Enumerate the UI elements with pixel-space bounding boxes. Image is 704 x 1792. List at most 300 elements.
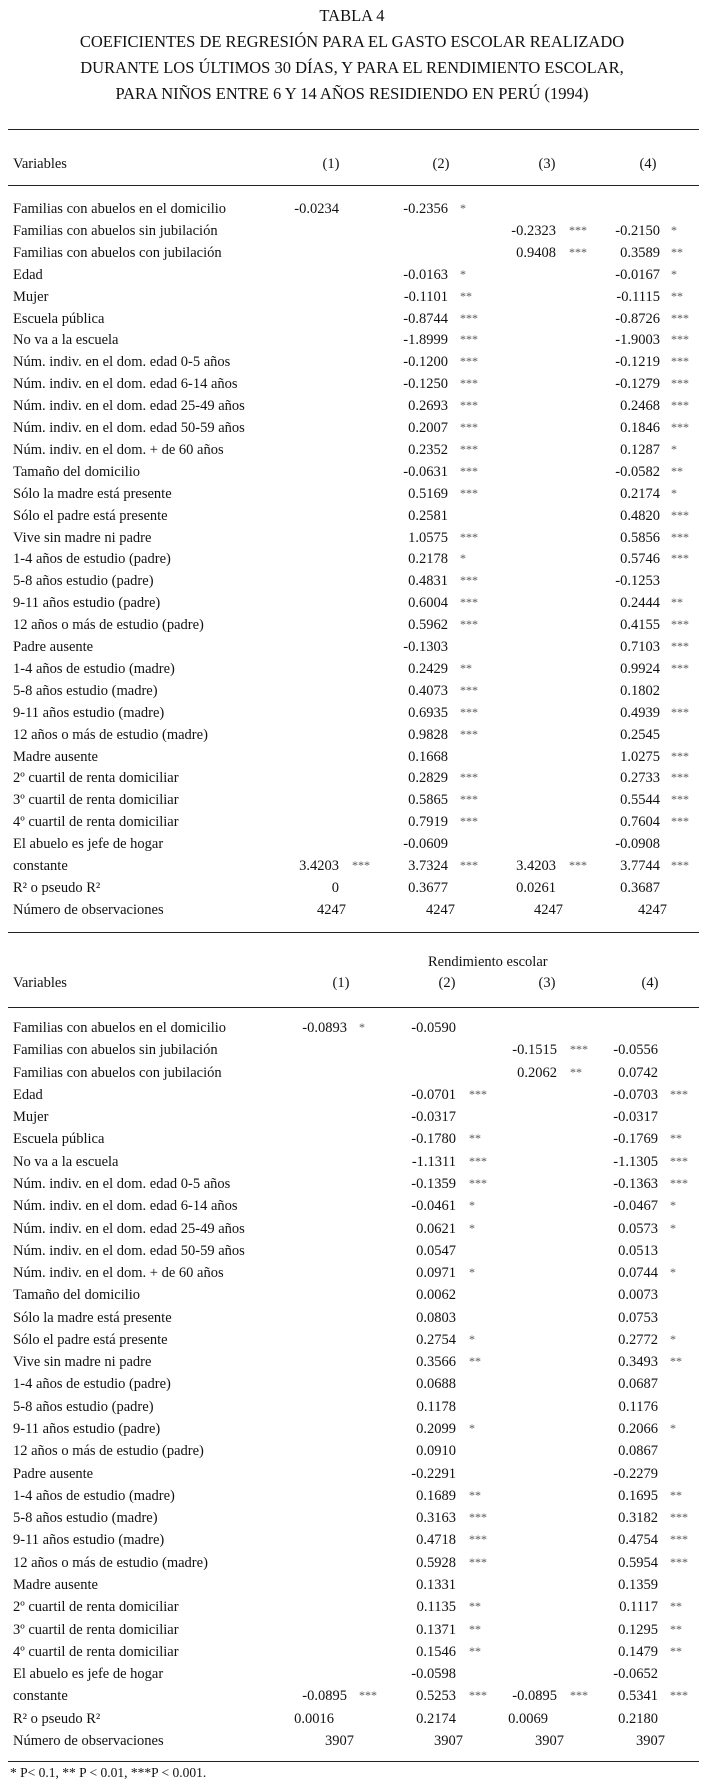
coefficient-value: -0.1200 [403, 354, 448, 371]
significance-stars: * [670, 1220, 676, 1235]
significance-stars: *** [670, 1554, 688, 1569]
column-header: (3) [538, 156, 556, 172]
coefficient-value: 0.0573 [618, 1220, 658, 1237]
coefficient-value: 0.0513 [618, 1242, 658, 1259]
significance-stars: *** [460, 573, 478, 588]
significance-stars: *** [569, 858, 587, 872]
coefficient-value: -0.0652 [613, 1666, 658, 1683]
coefficient-value: 0.0803 [416, 1309, 456, 1326]
coefficient-value: -0.0461 [411, 1198, 456, 1215]
coefficient-value: 0.2772 [618, 1331, 658, 1348]
coefficient-value: -0.0467 [613, 1198, 658, 1215]
coefficient-value: 0.5746 [620, 551, 660, 568]
coefficient-value: -1.8999 [403, 332, 448, 349]
coefficient-value: -0.1101 [403, 288, 448, 305]
significance-stars: * [671, 222, 677, 237]
coefficient-value: -0.1769 [613, 1131, 658, 1148]
column-header: (4) [639, 156, 657, 172]
row-label: 5-8 años estudio (padre) [13, 573, 154, 590]
row-label: 2º cuartil de renta domiciliar [13, 1599, 179, 1616]
row-label: Madre ausente [13, 1577, 98, 1593]
significance-stars: *** [460, 420, 478, 434]
coefficient-value: -0.0167 [615, 266, 660, 283]
significance-stars: *** [671, 792, 689, 807]
coefficient-value: 0.2174 [416, 1710, 456, 1727]
significance-stars: ** [670, 1487, 682, 1502]
coefficient-value: -0.1115 [616, 288, 660, 305]
row-label: Número de observaciones [13, 901, 164, 918]
coefficient-value: 0.1176 [618, 1398, 658, 1415]
coefficient-value: 0.0742 [618, 1064, 658, 1081]
coefficient-value: 0.5341 [618, 1688, 658, 1705]
row-label: 1-4 años de estudio (padre) [13, 1376, 171, 1393]
row-label: Padre ausente [13, 639, 94, 655]
coefficient-value: 4247 [426, 901, 455, 918]
coefficient-value: -0.1515 [512, 1042, 557, 1059]
significance-stars: *** [671, 770, 689, 785]
row-label: Familias con abuelos con jubilación [13, 244, 222, 261]
significance-stars: *** [460, 814, 478, 829]
significance-stars: ** [670, 1599, 682, 1614]
coefficient-value: 3.7324 [408, 858, 448, 874]
significance-stars: *** [671, 376, 689, 391]
coefficient-value: 0.4831 [408, 573, 448, 590]
significance-stars: * [359, 1020, 365, 1034]
coefficient-value: 0.2007 [408, 420, 448, 436]
coefficient-value: -0.0893 [302, 1020, 347, 1036]
significance-stars: *** [460, 463, 478, 478]
coefficient-value: 0.1846 [620, 420, 660, 436]
row-label: 9-11 años estudio (padre) [13, 595, 161, 612]
row-label: 1-4 años de estudio (madre) [13, 1487, 175, 1504]
bottom-rule [8, 1761, 699, 1762]
top-rule [8, 129, 699, 130]
significance-stars: *** [671, 660, 689, 675]
significance-stars: ** [671, 288, 683, 303]
coefficient-value: 0.1479 [618, 1643, 658, 1660]
significance-stars: ** [460, 288, 472, 303]
coefficient-value: 0.2444 [620, 595, 660, 612]
coefficient-value: -0.2323 [511, 222, 556, 239]
significance-stars: ** [671, 463, 683, 478]
row-label: El abuelo es jefe de hogar [13, 836, 164, 853]
row-label: 3º cuartil de renta domiciliar [13, 792, 179, 809]
significance-stars: *** [671, 617, 689, 632]
coefficient-value: 0.5962 [408, 617, 448, 634]
significance-stars: *** [460, 858, 478, 872]
significance-stars: *** [460, 529, 478, 544]
row-label: 12 años o más de estudio (madre) [13, 1554, 208, 1571]
row-label: Núm. indiv. en el dom. + de 60 años [13, 1265, 224, 1282]
significance-stars: *** [460, 595, 478, 610]
significance-stars: ** [670, 1621, 682, 1636]
coefficient-value: 0.2429 [408, 660, 448, 677]
coefficient-value: 3907 [434, 1732, 463, 1749]
column-header: (2) [438, 975, 456, 991]
significance-stars: * [469, 1220, 475, 1235]
coefficient-value: -1.1311 [411, 1153, 456, 1170]
coefficient-value: 0.0688 [416, 1376, 456, 1393]
coefficient-value: 3.4203 [299, 858, 339, 874]
coefficient-value: 0.2066 [618, 1421, 658, 1438]
coefficient-value: -0.0701 [411, 1086, 456, 1103]
coefficient-value: 0.4820 [620, 507, 660, 524]
row-label: Familias con abuelos sin jubilación [13, 222, 218, 239]
row-label: Núm. indiv. en el dom. edad 6-14 años [13, 1198, 238, 1215]
title-line: DURANTE LOS ÚLTIMOS 30 DÍAS, Y PARA EL RENDIMIENTO ESCOLAR, [80, 58, 624, 77]
significance-stars: *** [460, 792, 478, 807]
row-label: Padre ausente [13, 1465, 94, 1482]
significance-stars: *** [569, 244, 587, 259]
coefficient-value: 0.7919 [408, 814, 448, 831]
row-label: Núm. indiv. en el dom. edad 50-59 años [13, 420, 245, 436]
row-label: Núm. indiv. en el dom. edad 50-59 años [13, 1242, 245, 1259]
title-line: PARA NIÑOS ENTRE 6 Y 14 AÑOS RESIDIENDO EN PERÚ (1994) [115, 84, 589, 103]
significance-stars: *** [671, 354, 689, 369]
coefficient-value: -0.0556 [613, 1042, 658, 1059]
significance-stars: *** [460, 332, 478, 347]
coefficient-value: 0.5169 [408, 485, 448, 502]
coefficient-value: -0.2279 [613, 1465, 658, 1482]
significance-stars: *** [671, 858, 689, 872]
row-label: Sólo la madre está presente [13, 485, 172, 502]
variables-header: Variables [13, 975, 67, 991]
row-label: Mujer [13, 288, 49, 305]
section-rule [8, 932, 699, 933]
significance-stars: * [469, 1198, 475, 1213]
row-label: Núm. indiv. en el dom. + de 60 años [13, 441, 224, 458]
coefficient-value: 0.4754 [618, 1532, 658, 1549]
row-label: 12 años o más de estudio (padre) [13, 1443, 204, 1460]
coefficient-value: 0.0073 [618, 1287, 658, 1304]
coefficient-value: 1.0575 [408, 529, 448, 546]
row-label: 3º cuartil de renta domiciliar [13, 1621, 179, 1638]
significance-stars: * [670, 1421, 676, 1436]
row-label: Número de observaciones [13, 1732, 164, 1749]
variables-header: Variables [13, 156, 67, 172]
coefficient-value: 0.2062 [517, 1064, 557, 1081]
significance-stars: * [469, 1265, 475, 1280]
row-label: Vive sin madre ni padre [13, 529, 152, 546]
coefficient-value: 0.1331 [416, 1577, 456, 1593]
significance-stars: *** [460, 376, 478, 391]
significance-stars: * [671, 266, 677, 281]
significance-stars: *** [671, 814, 689, 829]
coefficient-value: 0.5253 [416, 1688, 456, 1705]
coefficient-value: -0.0234 [294, 201, 339, 217]
significance-stars: ** [469, 1354, 481, 1369]
coefficient-value: -0.0895 [302, 1688, 347, 1705]
coefficient-value: 0.1802 [620, 682, 660, 699]
coefficient-value: 0.3677 [408, 879, 448, 896]
row-label: Familias con abuelos con jubilación [13, 1064, 222, 1081]
coefficient-value: 0.2754 [416, 1331, 456, 1348]
coefficient-value: 0.2829 [408, 770, 448, 787]
coefficient-value: 0.2468 [620, 398, 660, 415]
coefficient-value: 0.2733 [620, 770, 660, 787]
row-label: 1-4 años de estudio (madre) [13, 660, 175, 677]
row-label: Tamaño del domicilio [13, 463, 141, 480]
coefficient-value: -0.1219 [615, 354, 660, 371]
column-header: (1) [322, 156, 340, 172]
header-rule [8, 185, 699, 186]
significance-stars: ** [469, 1621, 481, 1636]
row-label: 9-11 años estudio (madre) [13, 704, 165, 721]
row-label: No va a la escuela [13, 332, 119, 349]
significance-stars: * [469, 1421, 475, 1436]
row-label: Sólo el padre está presente [13, 1331, 168, 1348]
significance-stars: ** [469, 1599, 481, 1614]
coefficient-value: 0.9408 [516, 244, 556, 261]
significance-stars: *** [469, 1510, 487, 1525]
row-label: 9-11 años estudio (padre) [13, 1421, 161, 1438]
row-label: Núm. indiv. en el dom. edad 0-5 años [13, 354, 231, 371]
row-label: 12 años o más de estudio (padre) [13, 617, 204, 634]
coefficient-value: 0.2099 [416, 1421, 456, 1438]
row-label: Edad [13, 1086, 43, 1103]
row-label: 5-8 años estudio (madre) [13, 1510, 158, 1527]
coefficient-value: 0.0753 [618, 1309, 658, 1326]
coefficient-value: 0.2178 [408, 551, 448, 568]
significance-stars: ** [671, 244, 683, 259]
coefficient-value: -0.0895 [512, 1688, 557, 1705]
significance-stars: *** [671, 704, 689, 719]
coefficient-value: 0.3182 [618, 1510, 658, 1527]
significance-stars: *** [570, 1688, 588, 1703]
coefficient-value: 0.5954 [618, 1554, 658, 1571]
significance-stars: *** [469, 1153, 487, 1168]
coefficient-value: -0.0703 [613, 1086, 658, 1103]
coefficient-value: -0.8744 [403, 310, 448, 327]
coefficient-value: -1.9003 [615, 332, 660, 349]
coefficient-value: 0.0687 [618, 1376, 658, 1393]
coefficient-value: 0.0261 [516, 879, 556, 896]
significance-stars: * [671, 441, 677, 456]
header-rule [8, 1007, 699, 1008]
coefficient-value: 0.3493 [618, 1354, 658, 1371]
column-header: (2) [432, 156, 450, 172]
coefficient-value: 0.1689 [416, 1487, 456, 1504]
significance-stars: *** [469, 1175, 487, 1190]
significance-stars: *** [460, 770, 478, 785]
coefficient-value: -0.0163 [403, 266, 448, 283]
significance-stars: *** [460, 485, 478, 500]
coefficient-value: -0.1303 [403, 639, 448, 655]
row-label: Tamaño del domicilio [13, 1287, 141, 1304]
significance-stars: *** [352, 858, 370, 872]
significance-stars: ** [469, 1487, 481, 1502]
coefficient-value: 3.7744 [620, 858, 660, 874]
significance-stars: *** [671, 529, 689, 544]
coefficient-value: 3.4203 [516, 858, 556, 874]
coefficient-value: 0.2693 [408, 398, 448, 415]
coefficient-value: 0.2180 [618, 1710, 658, 1727]
coefficient-value: -0.0631 [403, 463, 448, 480]
significance-stars: *** [671, 398, 689, 413]
coefficient-value: 0.1359 [618, 1577, 658, 1593]
significance-stars: *** [670, 1153, 688, 1168]
coefficient-value: 0.0910 [416, 1443, 456, 1460]
row-label: Escuela pública [13, 1131, 105, 1148]
significance-stars: * [460, 266, 466, 281]
column-header: (1) [332, 975, 350, 991]
significance-stars: * [671, 485, 677, 500]
row-label: Madre ausente [13, 748, 98, 765]
row-label: El abuelo es jefe de hogar [13, 1666, 164, 1683]
significance-stars: ** [671, 595, 683, 610]
significance-stars: ** [469, 1643, 481, 1658]
row-label: 4º cuartil de renta domiciliar [13, 1643, 179, 1660]
coefficient-value: 0.3163 [416, 1510, 456, 1527]
significance-stars: *** [670, 1510, 688, 1525]
coefficient-value: -0.0908 [615, 836, 660, 853]
row-label: 5-8 años estudio (padre) [13, 1398, 154, 1415]
coefficient-value: 0.1371 [416, 1621, 456, 1638]
row-label: Vive sin madre ni padre [13, 1354, 152, 1371]
coefficient-value: 0.5865 [408, 792, 448, 809]
significance-stars: ** [670, 1643, 682, 1658]
coefficient-value: 0.0016 [294, 1710, 334, 1727]
coefficient-value: 0.1695 [618, 1487, 658, 1504]
row-label: constante [13, 1688, 68, 1705]
significance-stars: * [670, 1265, 676, 1280]
title-line: COEFICIENTES DE REGRESIÓN PARA EL GASTO ESCOLAR REALIZADO [79, 32, 625, 51]
coefficient-value: -0.1363 [613, 1175, 658, 1192]
coefficient-value: 0.2174 [620, 485, 660, 502]
row-label: 5-8 años estudio (madre) [13, 682, 158, 699]
row-label: Núm. indiv. en el dom. edad 25-49 años [13, 1220, 245, 1237]
row-label: Núm. indiv. en el dom. edad 25-49 años [13, 398, 245, 415]
coefficient-value: 0.3566 [416, 1354, 456, 1371]
row-label: Familias con abuelos en el domicilio [13, 201, 227, 217]
coefficient-value: 4247 [317, 901, 346, 918]
significance-stars: *** [460, 310, 478, 325]
table-title [0, 3, 704, 107]
coefficient-value: 0.1295 [618, 1621, 658, 1638]
coefficient-value: 3907 [636, 1732, 665, 1749]
coefficient-value: 4247 [638, 901, 667, 918]
coefficient-value: 0.4939 [620, 704, 660, 721]
significance-stars: *** [460, 726, 478, 741]
row-label: Núm. indiv. en el dom. edad 0-5 años [13, 1175, 231, 1192]
coefficient-value: -0.0582 [615, 463, 660, 480]
row-label: Familias con abuelos sin jubilación [13, 1042, 218, 1059]
significance-stars: *** [671, 639, 689, 653]
column-supertitle: Rendimiento escolar [428, 954, 548, 970]
coefficient-value: -0.2150 [615, 222, 660, 239]
row-label: Mujer [13, 1109, 49, 1126]
coefficient-value: 0.1117 [619, 1599, 658, 1616]
significance-stars: *** [569, 222, 587, 237]
coefficient-value: 0.1135 [416, 1599, 456, 1616]
coefficient-value: 0.0547 [416, 1242, 456, 1259]
significance-stars: * [460, 551, 466, 566]
significance-stars: *** [670, 1175, 688, 1190]
significance-stars: *** [670, 1532, 688, 1547]
row-label: Familias con abuelos en el domicilio [13, 1020, 227, 1036]
coefficient-value: 0.9924 [620, 660, 660, 677]
row-label: 4º cuartil de renta domiciliar [13, 814, 179, 831]
significance-stars: *** [460, 617, 478, 632]
coefficient-value: 0.1668 [408, 748, 448, 765]
coefficient-value: 0.3687 [620, 879, 660, 896]
significance-stars: *** [671, 551, 689, 566]
coefficient-value: 0.7604 [620, 814, 660, 831]
coefficient-value: 0.6004 [408, 595, 448, 612]
significance-stars: ** [460, 660, 472, 675]
row-label: constante [13, 858, 68, 874]
row-label: Núm. indiv. en el dom. edad 6-14 años [13, 376, 238, 393]
coefficient-value: -0.0609 [403, 836, 448, 853]
significance-stars: *** [359, 1688, 377, 1703]
significance-stars: *** [469, 1532, 487, 1547]
significance-stars: *** [670, 1688, 688, 1703]
row-label: Sólo el padre está presente [13, 507, 168, 524]
coefficient-value: 0.4155 [620, 617, 660, 634]
significance-stars: *** [671, 332, 689, 347]
coefficient-value: 0.4718 [416, 1532, 456, 1549]
significance-stars: *** [460, 398, 478, 413]
significance-stars: ** [469, 1131, 481, 1146]
coefficient-value: 0.2545 [620, 726, 660, 743]
significance-stars: * [670, 1198, 676, 1213]
coefficient-value: 0.5856 [620, 529, 660, 546]
coefficient-value: -0.1253 [615, 573, 660, 590]
coefficient-value: 0.9828 [408, 726, 448, 743]
row-label: 1-4 años de estudio (padre) [13, 551, 171, 568]
significance-stars: *** [671, 310, 689, 325]
coefficient-value: 0.2352 [408, 441, 448, 458]
significance-stars: * [469, 1331, 475, 1346]
significance-stars: *** [469, 1688, 487, 1703]
significance-stars: * [670, 1331, 676, 1346]
significance-stars: ** [570, 1064, 582, 1079]
significance-stars: ** [670, 1131, 682, 1146]
coefficient-value: -0.0317 [613, 1109, 658, 1126]
title-line: TABLA 4 [319, 6, 385, 25]
coefficient-value: 0.0867 [618, 1443, 658, 1460]
coefficient-value: -0.1359 [411, 1175, 456, 1192]
coefficient-value: 0.6935 [408, 704, 448, 721]
significance-stars: *** [469, 1086, 487, 1101]
significance-stars: *** [671, 507, 689, 522]
coefficient-value: 0.7103 [620, 639, 660, 655]
row-label: 12 años o más de estudio (madre) [13, 726, 208, 743]
coefficient-value: -0.0590 [411, 1020, 456, 1036]
column-header: (4) [641, 975, 659, 991]
significance-stars: *** [570, 1042, 588, 1057]
row-label: Edad [13, 266, 43, 283]
coefficient-value: 0.1287 [620, 441, 660, 458]
coefficient-value: 0.0621 [416, 1220, 456, 1237]
significance-stars: *** [460, 354, 478, 369]
significance-stars: *** [671, 420, 689, 434]
coefficient-value: 0.5928 [416, 1554, 456, 1571]
coefficient-value: -0.2291 [411, 1465, 456, 1482]
coefficient-value: 0.1546 [416, 1643, 456, 1660]
footnote: * P< 0.1, ** P < 0.01, ***P < 0.001. [10, 1765, 207, 1780]
row-label: No va a la escuela [13, 1153, 119, 1170]
coefficient-value: 4247 [534, 901, 563, 918]
row-label: 9-11 años estudio (madre) [13, 1532, 165, 1549]
coefficient-value: -0.8726 [615, 310, 660, 327]
coefficient-value: 0.2581 [408, 507, 448, 524]
coefficient-value: 0.4073 [408, 682, 448, 699]
coefficient-value: -0.0317 [411, 1109, 456, 1126]
coefficient-value: -1.1305 [613, 1153, 658, 1170]
coefficient-value: 3907 [325, 1732, 354, 1749]
coefficient-value: -0.1279 [615, 376, 660, 393]
